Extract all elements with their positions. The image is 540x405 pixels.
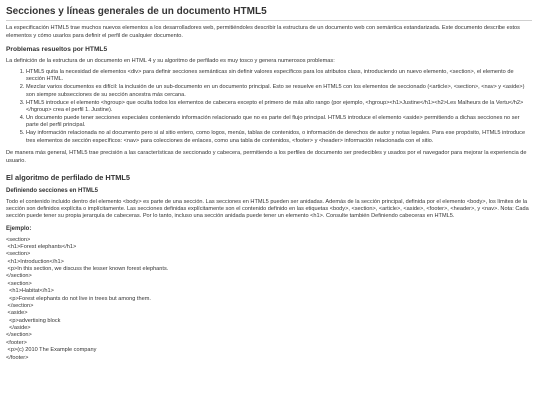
- code-example: <section> <h1>Forest elephants</h1> <section> <h1>Introduction</h1> <p>In this section, we discuss the lesser known forest elephants. </section> <section> <h1>Habitat</h1> <p>Forest elephants do not live in trees but among them. </section> <aside> <p>advertising block </aside> </section> <footer> <p>(c) 2010 The Example company </footer>: [6, 236, 169, 361]
- problems-heading: Problemas resueltos por HTML5: [6, 45, 108, 53]
- problems-conclusion: De manera más general, HTML5 trae precisión a las características de seccionado y cabecera, permitiendo a los perfiles de documento ser predecibles y usados por el navegador para mejorar la experiencia de usuario.: [6, 150, 527, 164]
- example-heading: Ejemplo:: [6, 225, 32, 232]
- list-item: 1. HTML5 quita la necesidad de elementos <div> para definir secciones semánticas sin definir valores específicos para los atributos class, introduciendo un nuevo elemento, <section>, el elemento de sección HTML.: [26, 69, 532, 84]
- sections-subheading: Definiendo secciones en HTML5: [6, 187, 99, 194]
- problems-list: [6, 69, 532, 145]
- page-title: Secciones y líneas generales de un documento HTML5: [6, 5, 532, 21]
- list-item: 2. Mezclar varios documentos es difícil: la inclusión de un sub-documento en un documento principal. Esto se resuelve en HTML5 con los elementos de seccionado (<article>, <section>, <nav> y <aside>) son siempre subsecciones de su sección ancestra más cercana.: [26, 84, 532, 99]
- problems-lead: La definición de la estructura de un documento en HTML 4 y su algoritmo de perfilado es muy tosco y genera numerosos problemas:: [6, 57, 335, 64]
- list-item: 3. HTML5 introduce el elemento <hgroup> que oculta todos los elementos de cabecera excepto el primero de más alto rango (por ejemplo, <hgroup><h1>Justine</h1><h2>Les Malheurs de la Vertu</h2></hgroup> crea el perfil 1. Justine).: [26, 100, 532, 115]
- list-item: 5. Hay información relacionada no al documento pero si al sitio entero, como logos, menús, tablas de contenidos, o información de derechos de autor y notas legales. Para ese propósito, HTML5 introduce tres elementos de sección específicos: <nav> para colecciones de enlaces, como una tabla de contenidos, <footer> y <header> información relacionada con el sitio.: [26, 130, 532, 145]
- intro-paragraph: La especificación HTML5 trae muchos nuevos elementos a los desarrolladores web, permitiéndoles describir la estructura de un documento web con semántica estandarizada. Este documento describe estos elementos y cómo usarlos para definir el perfil de cualquier documento.: [6, 25, 520, 39]
- sections-paragraph: Todo el contenido incluido dentro del elemento <body> es parte de una sección. Las secciones en HTML5 pueden ser anidadas. Además de la sección principal, definida por el elemento <body>, los límites de la sección son definidos explícita o implícitamente. Las secciones definidas explícitamente son el contenido definido en las etiquetas <body>, <section>, <article>, <aside>, <footer>, <header>, y <nav>. Nota: Cada sección puede tener su propia jerarquía de cabeceras. Por lo tanto, incluso una sección anidada puede tener un elemento <h1>. Consulte también Definiendo cabeceras en HTML5.: [6, 198, 529, 220]
- list-item: 4. Un documento puede tener secciones especiales conteniendo información relacionado que no es parte del flujo principal. HTML5 introduce el elemento <aside> permitiendo a dichas secciones no ser parte del perfil principal.: [26, 115, 532, 130]
- algorithm-heading: El algoritmo de perfilado de HTML5: [6, 172, 131, 182]
